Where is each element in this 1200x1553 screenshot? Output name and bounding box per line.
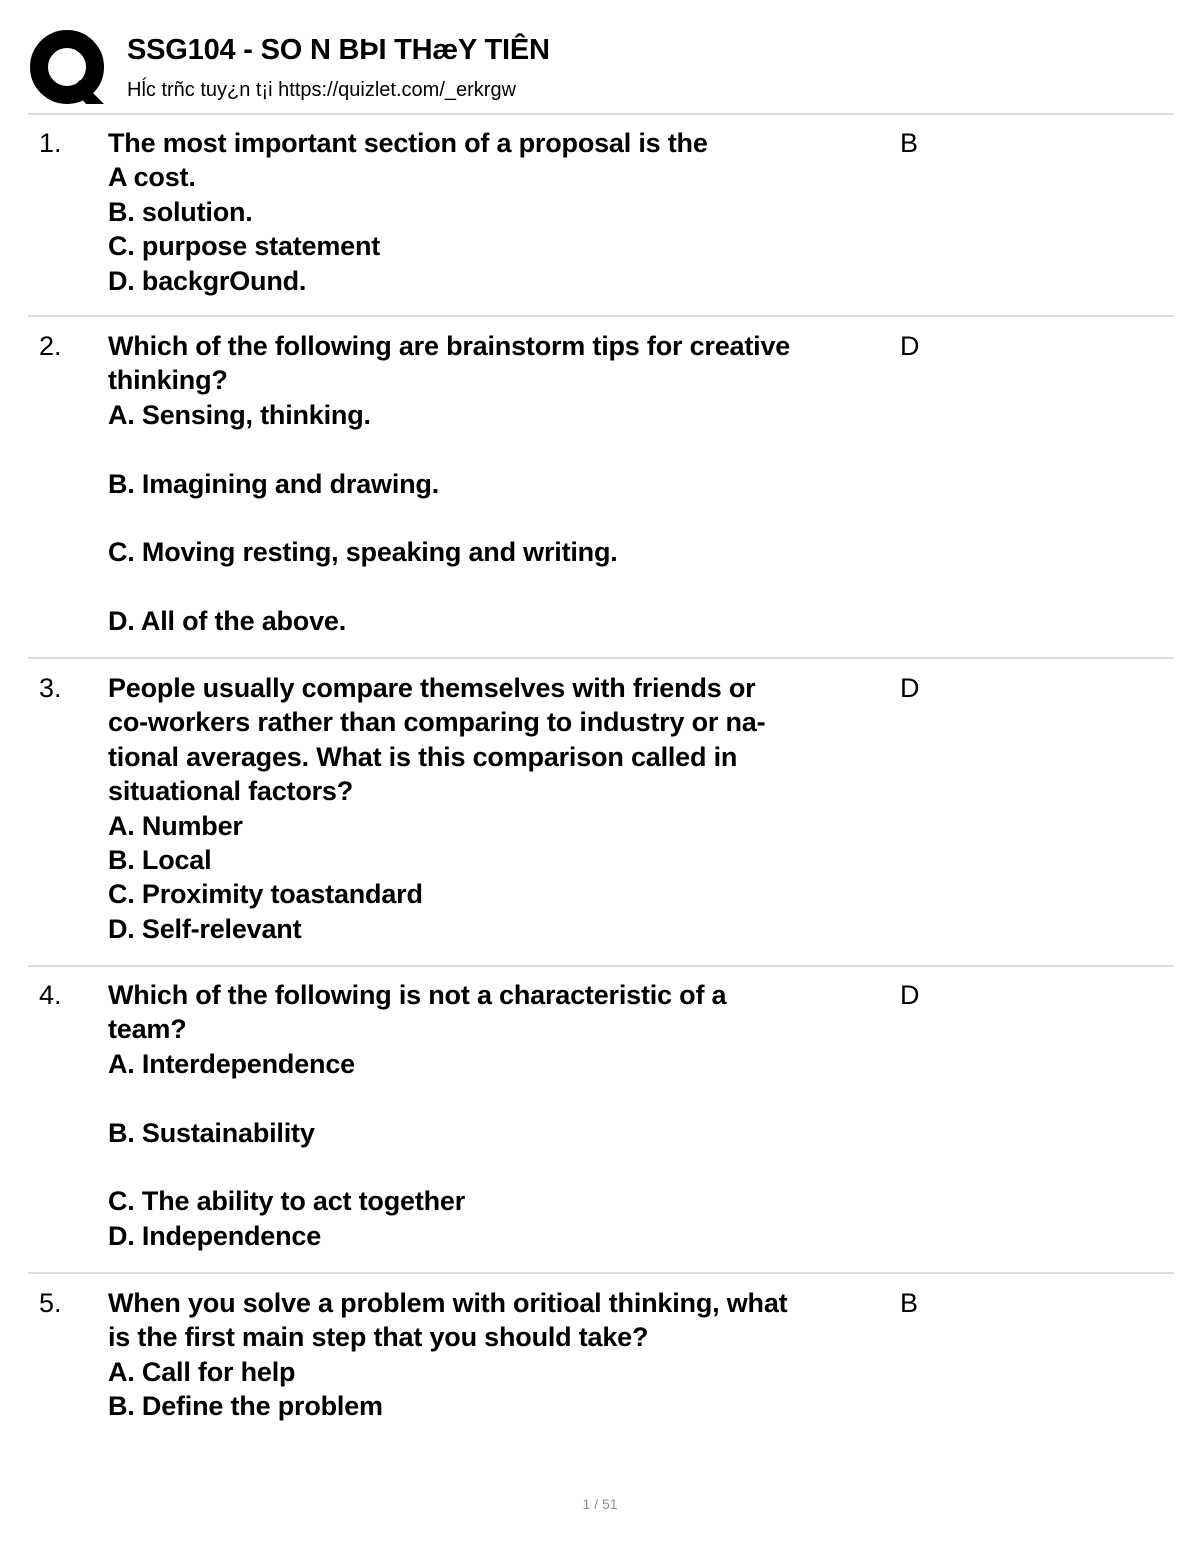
divider	[28, 657, 1174, 659]
question-number: 5.	[39, 1288, 62, 1318]
page-header	[28, 28, 1174, 112]
question-text: Which of the following are brainstorm tips for creative thinking? A. Sensing, thinking. B. Imagining and drawing. C. Moving resting, speaking and writing. D. All of the above.	[108, 331, 791, 637]
page-number: 1 / 51	[582, 1496, 618, 1512]
answer-key: B	[900, 1288, 919, 1318]
document-source-line: Hĺc trñc tuy¿n t¡i https://quizlet.com/_erkrgw	[127, 79, 517, 101]
answer-key: D	[900, 980, 920, 1010]
document-title: SSG104 - SO N BÞI THæY TIÊN	[127, 34, 550, 66]
question-text: When you solve a problem with oritioal thinking, what is the first main step that you should take? A. Call for help B. Define the problem	[108, 1288, 788, 1422]
answer-key: B	[900, 128, 919, 158]
question-text: Which of the following is not a characteristic of a team? A. Interdependence B. Sustainability C. The ability to act together D. Independence	[108, 980, 727, 1251]
question-number: 4.	[39, 980, 62, 1010]
divider	[28, 965, 1174, 967]
answer-key: D	[900, 331, 920, 361]
question-text: People usually compare themselves with friends or co-workers rather than comparing to industry or na- tional averages. What is this comparison called in situational factors? A. Number B. Local C. Proximity toastandard D. Self-relevant	[108, 673, 766, 944]
divider	[28, 1272, 1174, 1274]
question-number: 3.	[39, 673, 62, 703]
divider	[28, 113, 1174, 115]
question-number: 1.	[39, 128, 62, 158]
answer-key: D	[900, 673, 920, 703]
divider	[28, 315, 1174, 317]
quizlet-q-logo-icon	[30, 30, 106, 106]
question-number: 2.	[39, 331, 62, 361]
question-text: The most important section of a proposal is the A cost. B. solution. C. purpose statement D. backgrOund.	[108, 128, 708, 296]
